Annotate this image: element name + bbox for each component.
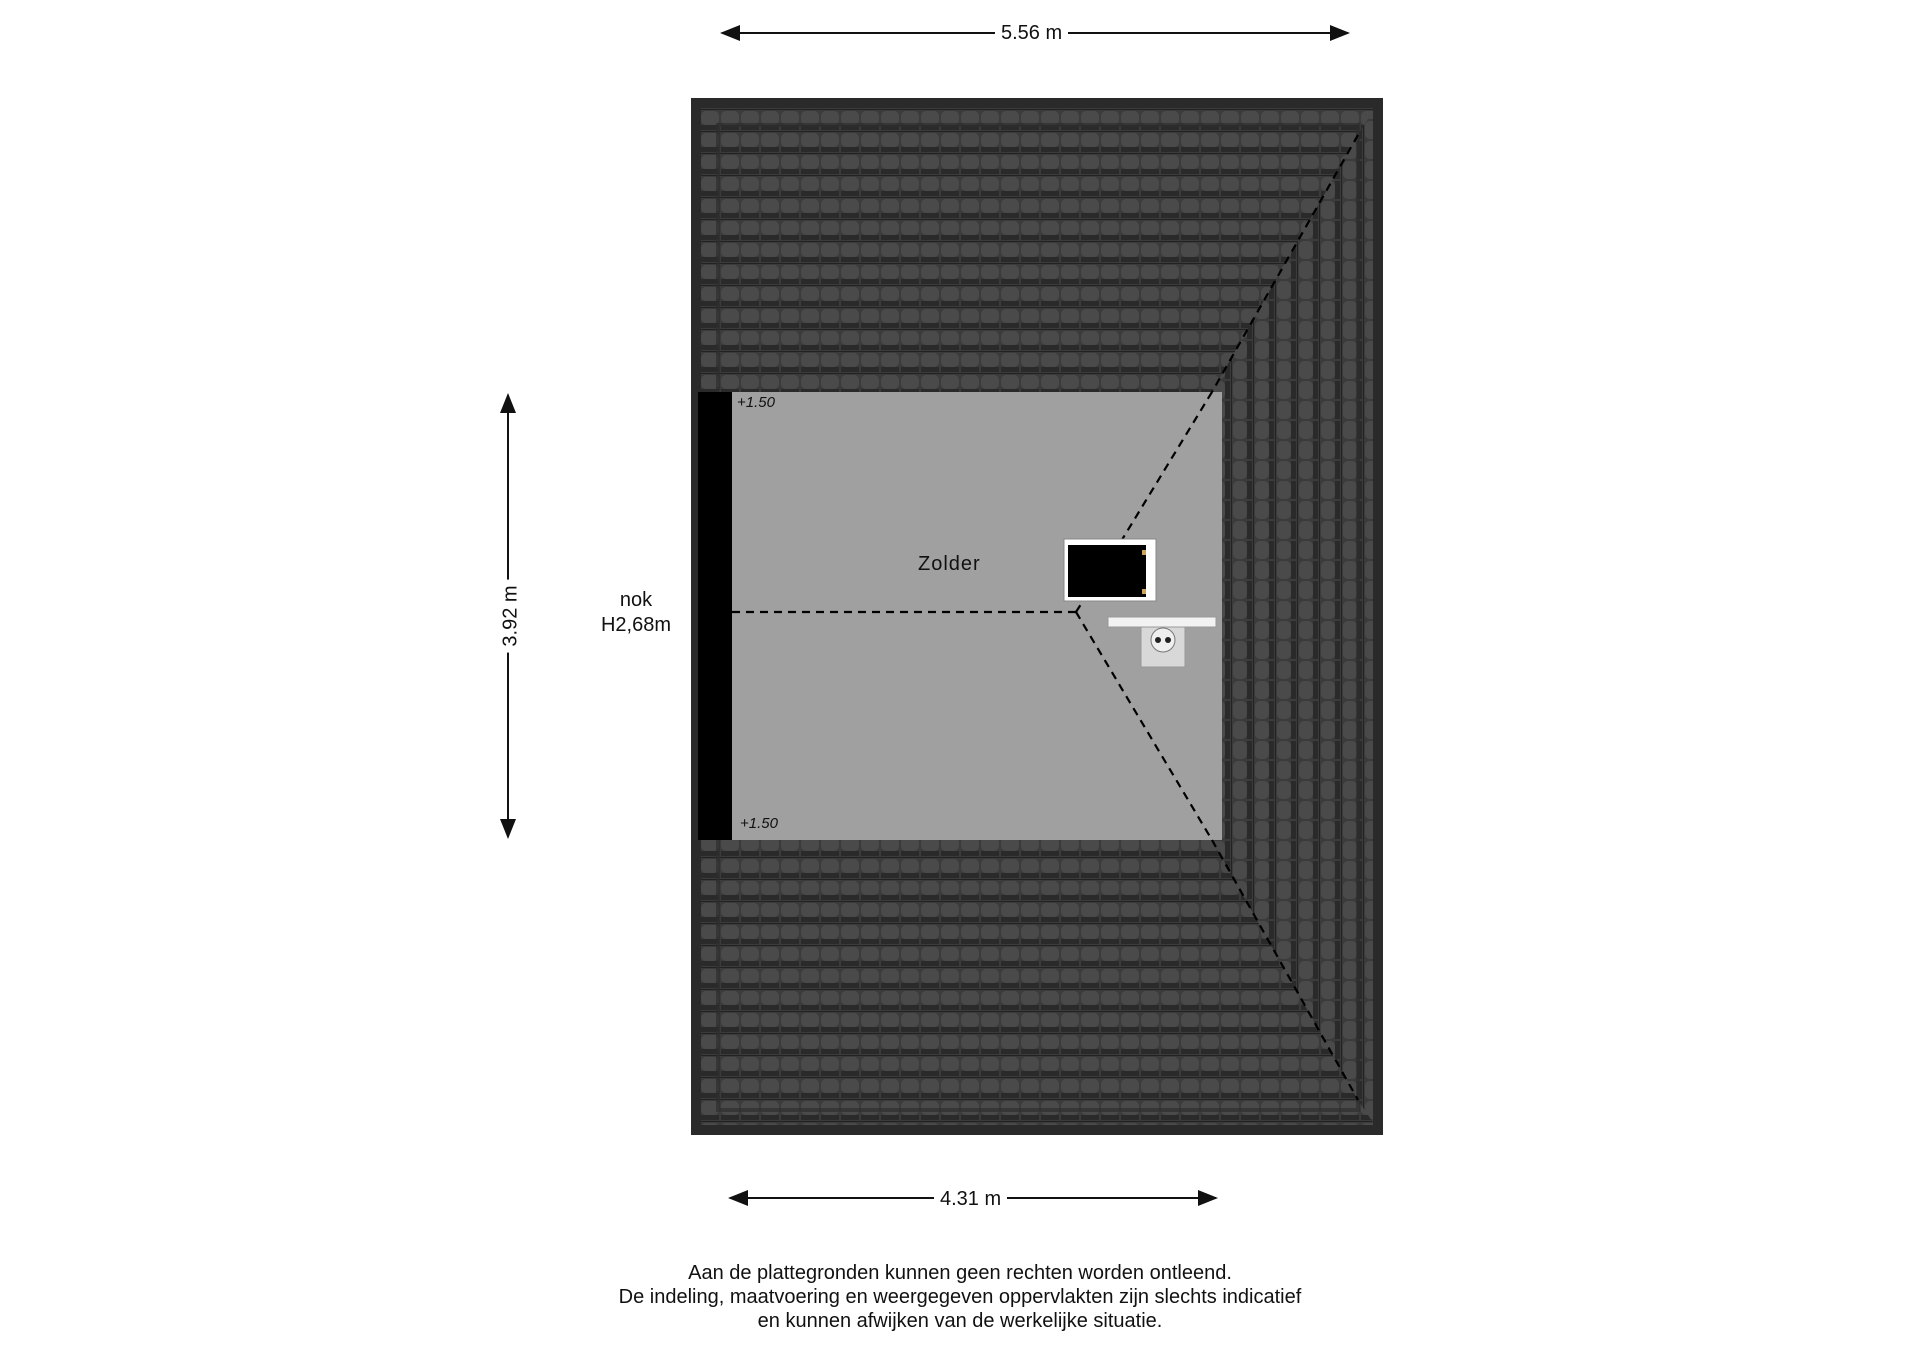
dimension-top-label: 5.56 m bbox=[995, 21, 1068, 45]
ridge-wall bbox=[698, 392, 732, 840]
attic-floor bbox=[732, 392, 1222, 840]
disclaimer-line3: en kunnen afwijken van de werkelijke situatie. bbox=[757, 1310, 1163, 1332]
disclaimer bbox=[0, 1261, 1920, 1333]
ridge-label-line2: H2,68m bbox=[600, 614, 672, 636]
wall-socket bbox=[1141, 627, 1185, 667]
level-marker-bottom: +1.50 bbox=[740, 815, 778, 832]
shelf bbox=[1108, 617, 1216, 627]
dimension-bottom-label: 4.31 m bbox=[934, 1187, 1007, 1211]
room-name-label: Zolder bbox=[918, 553, 981, 575]
roof-hatch bbox=[1064, 539, 1156, 601]
level-marker-top: +1.50 bbox=[737, 394, 775, 411]
disclaimer-line2: De indeling, maatvoering en weergegeven oppervlakten zijn slechts indicatief bbox=[618, 1286, 1302, 1308]
dimension-left-label: 3.92 m bbox=[499, 579, 523, 652]
ridge-height-label bbox=[586, 588, 686, 638]
ridge-label-line1: nok bbox=[619, 589, 653, 611]
disclaimer-line1: Aan de plattegronden kunnen geen rechten worden ontleend. bbox=[688, 1262, 1232, 1284]
